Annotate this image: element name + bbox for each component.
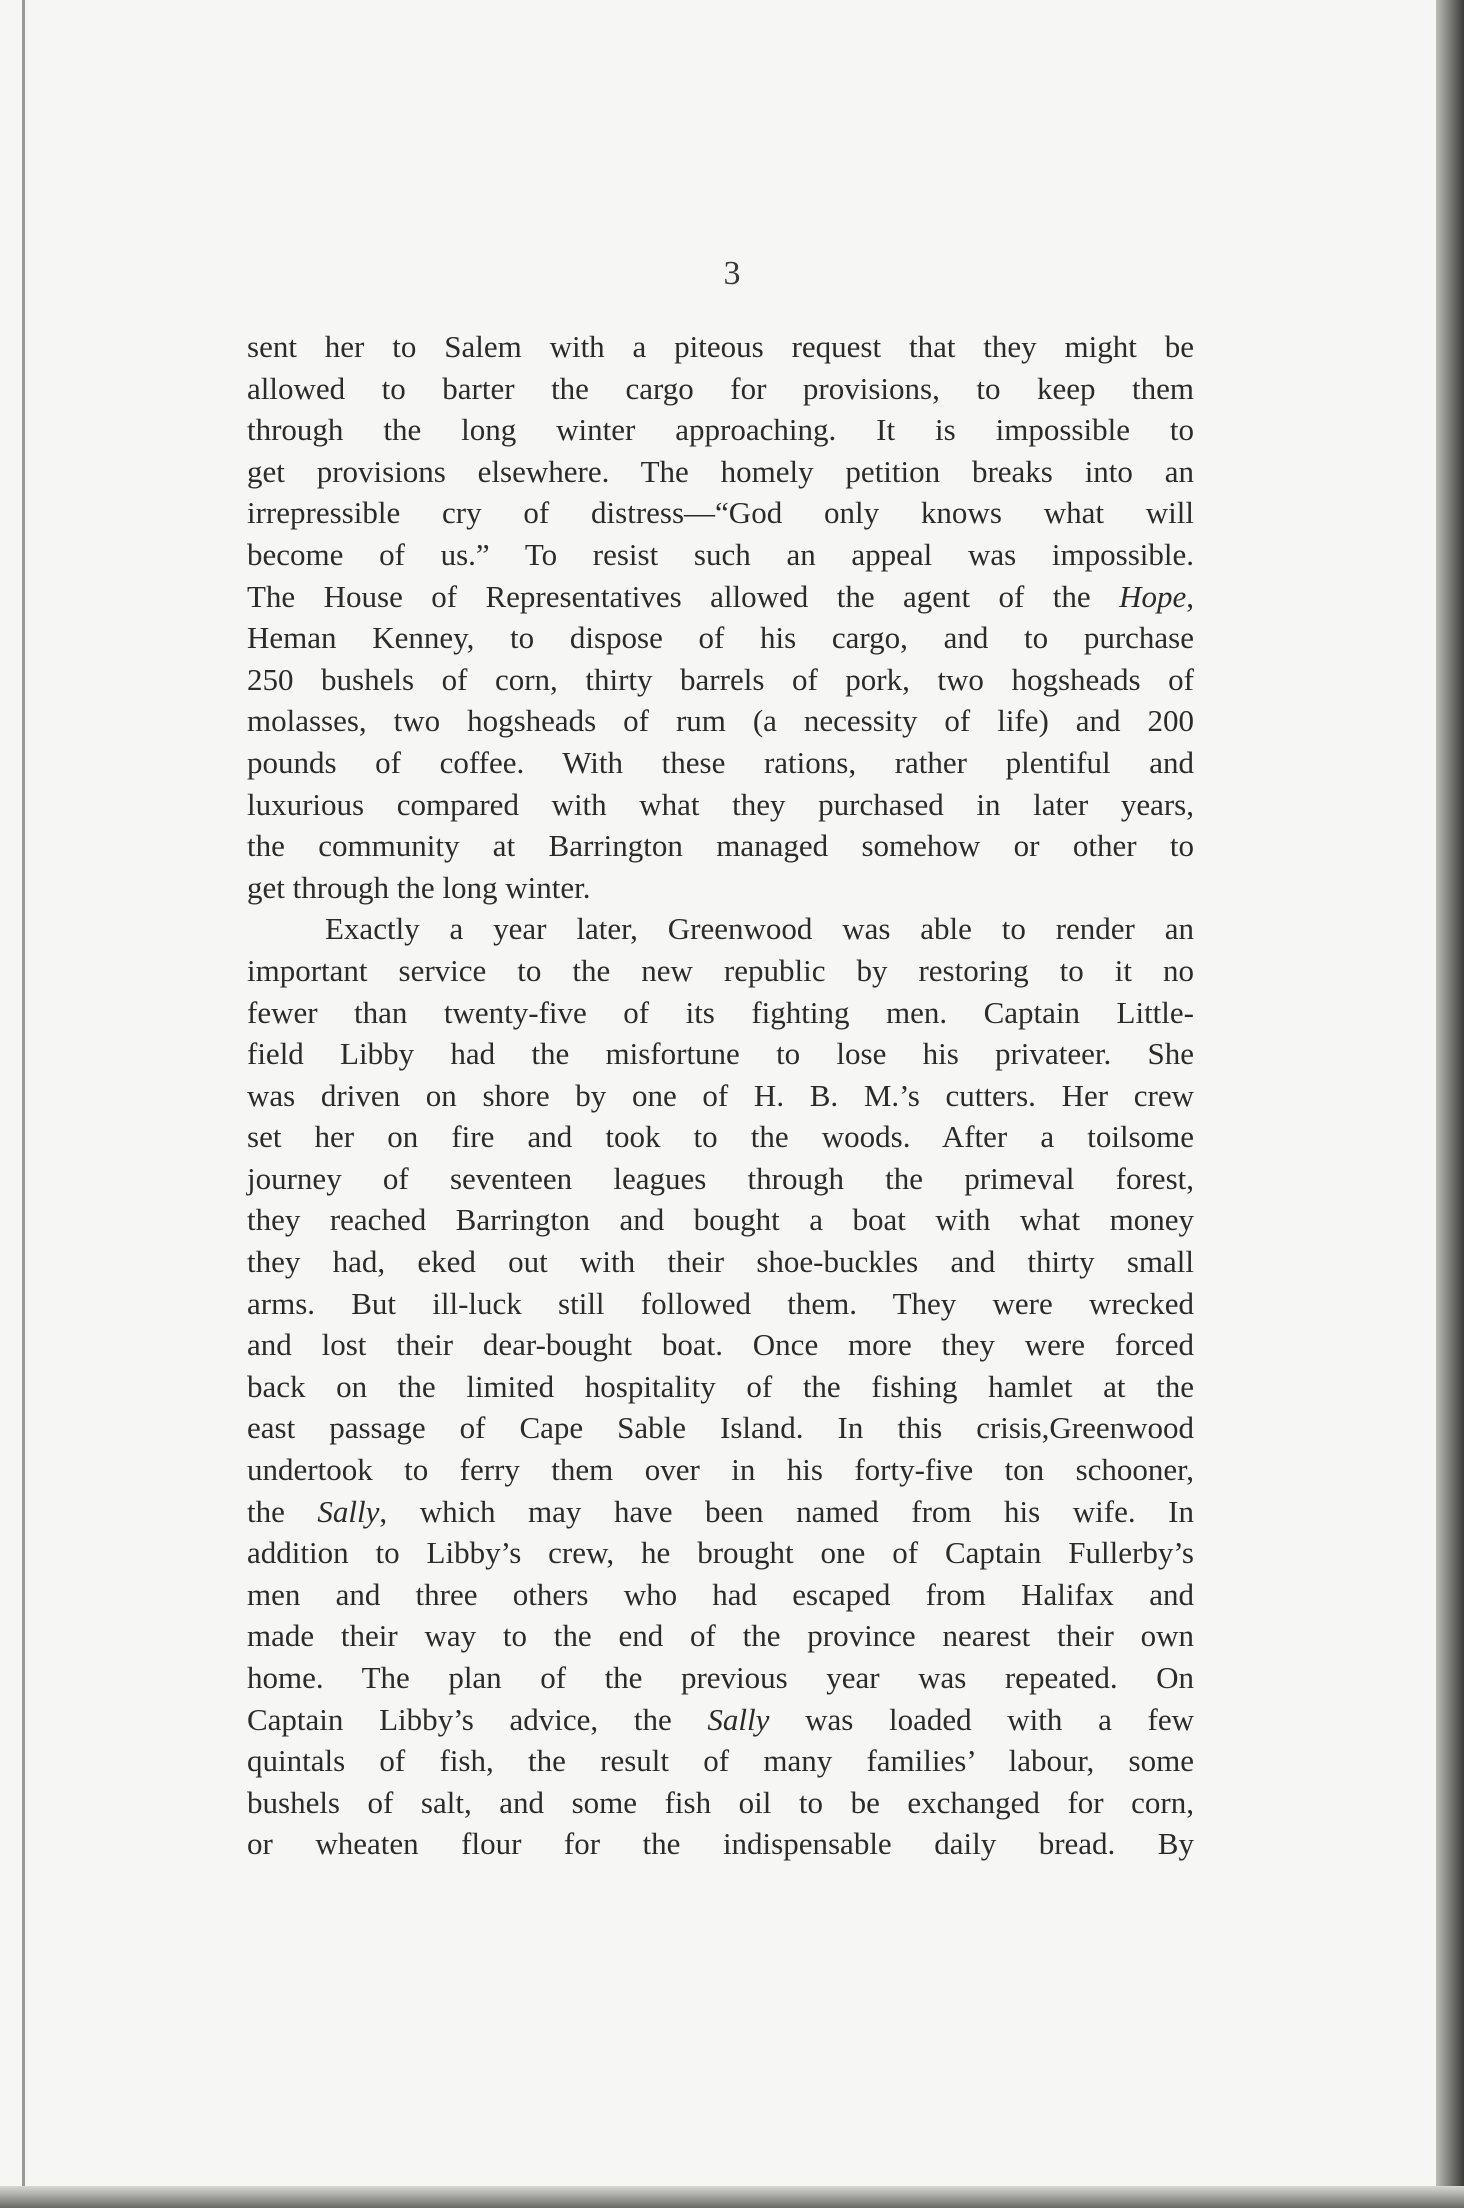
text-line: get through the long winter.: [247, 869, 591, 905]
text-line: important service to the new republic by restoring to it no: [247, 952, 1194, 988]
text-line: Exactly a year later, Greenwood was able to render an: [325, 911, 1194, 947]
vessel-name: Hope: [1119, 578, 1187, 614]
text-line: The House of Representatives allowed the agent of the Hope,: [247, 578, 1194, 614]
text-line: arms. But ill-luck still followed them. They were wrecked: [247, 1285, 1194, 1321]
text-line: addition to Libby’s crew, he brought one of Captain Fullerby’s: [247, 1535, 1194, 1571]
text-line: fewer than twenty-five of its fighting men. Captain Little-: [247, 994, 1194, 1030]
text-line: the Sally, which may have been named from his wife. In: [247, 1493, 1194, 1529]
text-line: or wheaten flour for the indispensable daily bread. By: [247, 1826, 1194, 1862]
text-line: become of us.” To resist such an appeal was impossible.: [247, 536, 1194, 572]
text-line: field Libby had the misfortune to lose his privateer. She: [247, 1036, 1194, 1072]
text-line: made their way to the end of the province nearest their own: [247, 1618, 1194, 1654]
text-line: luxurious compared with what they purchased in later years,: [247, 786, 1194, 822]
text-line: Heman Kenney, to dispose of his cargo, and to purchase: [247, 620, 1194, 656]
text-line: bushels of salt, and some fish oil to be exchanged for corn,: [247, 1784, 1194, 1820]
text-line: 250 bushels of corn, thirty barrels of pork, two hogsheads of: [247, 661, 1194, 697]
left-page-edge: [22, 0, 25, 2208]
page-number: 3: [723, 255, 741, 292]
text-line: set her on fire and took to the woods. After a toilsome: [247, 1119, 1194, 1155]
text-line: get provisions elsewhere. The homely petition breaks into an: [247, 453, 1194, 489]
text-line: journey of seventeen leagues through the primeval forest,: [247, 1160, 1194, 1196]
text-line: quintals of fish, the result of many families’ labour, some: [247, 1743, 1194, 1779]
bottom-page-edge: [0, 2186, 1464, 2208]
text-line: and lost their dear-bought boat. Once more they were forced: [247, 1327, 1194, 1363]
text-line: they reached Barrington and bought a boat with what money: [247, 1202, 1194, 1238]
vessel-name: Sally: [707, 1701, 770, 1737]
text-line: they had, eked out with their shoe-buckles and thirty small: [247, 1244, 1194, 1280]
text-line: molasses, two hogsheads of rum (a necessity of life) and 200: [247, 703, 1194, 739]
text-line: Captain Libby’s advice, the Sally was loaded with a few: [247, 1701, 1194, 1737]
body-text: [247, 326, 1194, 1865]
text-line: sent her to Salem with a piteous request that they might be: [247, 329, 1194, 364]
text-line: men and three others who had escaped from Halifax and: [247, 1576, 1194, 1612]
text-line: east passage of Cape Sable Island. In this crisis,Greenwood: [247, 1410, 1194, 1446]
text-line: was driven on shore by one of H. B. M.’s cutters. Her crew: [247, 1077, 1194, 1113]
text-line: allowed to barter the cargo for provisions, to keep them: [247, 370, 1194, 406]
text-line: back on the limited hospitality of the fishing hamlet at the: [247, 1368, 1194, 1404]
text-line: pounds of coffee. With these rations, rather plentiful and: [247, 744, 1194, 780]
text-line: through the long winter approaching. It is impossible to: [247, 412, 1194, 448]
text-line: irrepressible cry of distress—“God only knows what will: [247, 495, 1194, 531]
text-line: the community at Barrington managed somehow or other to: [247, 828, 1194, 864]
vessel-name: Sally: [317, 1493, 380, 1529]
right-page-edge: [1436, 0, 1464, 2208]
text-line: undertook to ferry them over in his forty-five ton schooner,: [247, 1452, 1194, 1488]
text-line: home. The plan of the previous year was repeated. On: [247, 1660, 1194, 1695]
